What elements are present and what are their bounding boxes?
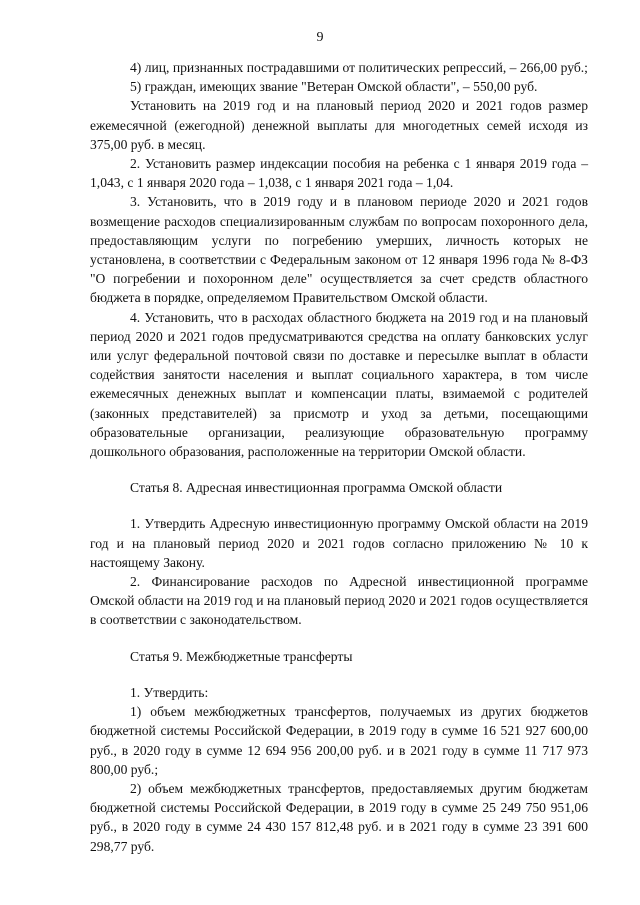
spacer: [90, 666, 588, 683]
page-number: 9: [316, 30, 324, 45]
article-heading: Статья 8. Адресная инвестиционная программа Омской области: [130, 480, 503, 496]
paragraph: 2. Установить размер индексации пособия на ребенка с 1 января 2019 года – 1,043, с 1 января 2020 года – 1,038, с 1 января 2021 года – 1,04.: [90, 156, 588, 191]
spacer: [90, 461, 588, 478]
article-heading: Статья 9. Межбюджетные трансферты: [130, 648, 353, 664]
paragraph: 2) объем межбюджетных трансфертов, предоставляемых другим бюджетам бюджетной системы Российской Федерации, в 2019 году в сумме 25 249 750 951,06 руб., в 2020 году в сумме 24 430 157 812,48 руб. и в 2021 году в сумме 23 391 600 298,77 руб.: [90, 780, 588, 854]
paragraph: 3. Установить, что в 2019 году и в плановом периоде 2020 и 2021 годов возмещение расходов специализированным службам по вопросам похоронного дела, предоставляющим услуги по погребению умерших, личность которых не установлена, в соответствии с Федеральным законом от 12 января 1996 года № 8-ФЗ "О погребении и похоронном деле" осуществляется за счет средств областного бюджета в порядке, определяемом Правительством Омской области.: [90, 194, 588, 306]
paragraph: 1. Утвердить Адресную инвестиционную программу Омской области на 2019 год и на плановый период 2020 и 2021 годов согласно приложению № 10 к настоящему Закону.: [90, 516, 588, 570]
paragraph: Установить на 2019 год и на плановый период 2020 и 2021 годов размер ежемесячной (ежегодной) денежной выплаты для многодетных семей исходя из 375,00 руб. в месяц.: [90, 98, 588, 152]
spacer: [90, 630, 588, 647]
paragraph: 4. Установить, что в расходах областного бюджета на 2019 год и на плановый период 2020 и 2021 годов предусматриваются средства на оплату банковских услуг или услуг федеральной почтовой связи по доставке и пересылке выплат в области содействия занятости населения и выплат социального характера, в том числе ежемесячных денежных выплат и компенсации платы, взимаемой с родителей (законных представителей) за присмотр и уход за детьми, посещающими образовательные организации, реализующие образовательную программу дошкольного образования, расположенные на территории Омской области.: [90, 309, 588, 460]
paragraph: 1. Утвердить:: [130, 684, 209, 700]
paragraph: 5) граждан, имеющих звание "Ветеран Омской области", – 550,00 руб.: [130, 79, 538, 95]
document-body: [90, 58, 588, 856]
paragraph: 4) лиц, признанных пострадавшими от политических репрессий, – 266,00 руб.;: [130, 60, 588, 75]
paragraph: 2. Финансирование расходов по Адресной инвестиционной программе Омской области на 2019 год и на плановый период 2020 и 2021 годов осуществляется в соответствии с законодательством.: [90, 574, 588, 628]
paragraph: 1) объем межбюджетных трансфертов, получаемых из других бюджетов бюджетной системы Российской Федерации, в 2019 году в сумме 16 521 927 600,00 руб., в 2020 году в сумме 12 694 956 200,00 руб. и в 2021 году в сумме 11 717 973 800,00 руб.;: [90, 704, 588, 777]
spacer: [90, 497, 588, 514]
